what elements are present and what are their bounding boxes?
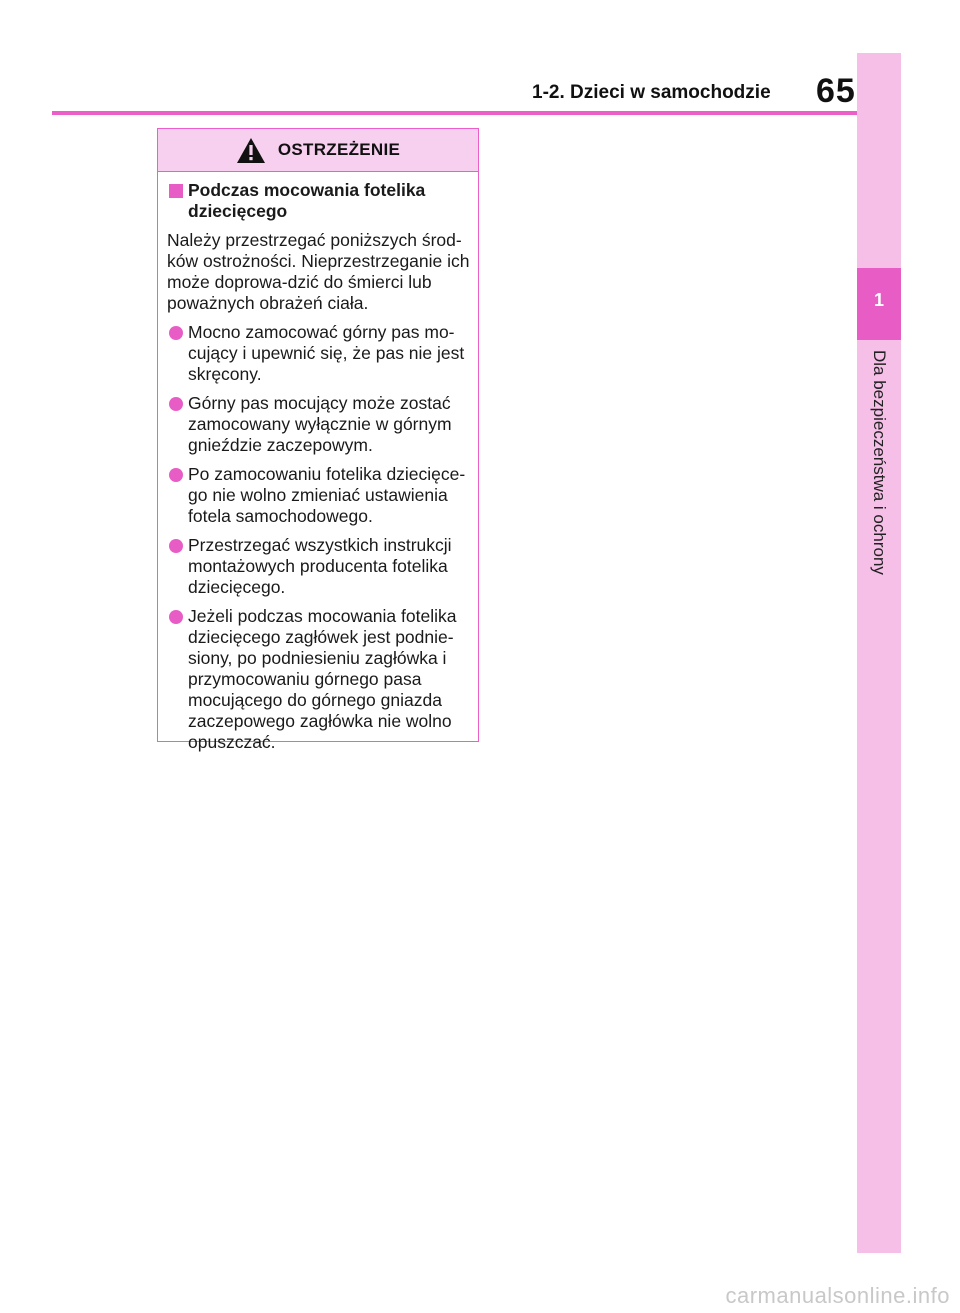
section-heading: [167, 180, 470, 222]
warning-header: [158, 129, 478, 172]
header-rule: [52, 111, 858, 115]
chapter-label: Dla bezpieczeństwa i ochrony: [870, 350, 889, 575]
list-item: [167, 535, 470, 598]
square-bullet-icon: [169, 184, 183, 198]
warning-intro: Należy przestrzegać poniższych środ-ków ostrożności. Nieprzestrzeganie ich może doprowa-dzić do śmierci lub poważnych obrażeń ciała.: [167, 230, 470, 313]
dot-bullet-icon: [169, 468, 183, 482]
list-item: [167, 606, 470, 753]
list-item-text: Jeżeli podczas mocowania fotelika dziecięcego zagłówek jest podnie-siony, po podniesieniu zagłówka i przymocowaniu górnego pasa mocującego do górnego gniazda zaczepowego zagłówka nie wolno opuszczać.: [188, 606, 457, 752]
list-item: [167, 393, 470, 456]
chapter-number: 1: [873, 290, 884, 310]
list-item: [167, 464, 470, 527]
warning-body: [158, 172, 478, 753]
warning-triangle-icon: [236, 137, 266, 164]
dot-bullet-icon: [169, 610, 183, 624]
warning-box: [157, 128, 479, 752]
page-number: 65: [816, 72, 856, 110]
warning-title: OSTRZEŻENIE: [277, 140, 401, 159]
list-item-text: Po zamocowaniu fotelika dziecięce-go nie wolno zmieniać ustawienia fotela samochodowego.: [188, 464, 466, 526]
list-item-text: Przestrzegać wszystkich instrukcji montażowych producenta fotelika dziecięcego.: [188, 535, 452, 597]
list-item-text: Górny pas mocujący może zostać zamocowany wyłącznie w górnym gnieździe zaczepowym.: [188, 393, 452, 455]
list-item: [167, 322, 470, 385]
dot-bullet-icon: [169, 397, 183, 411]
section-title: 1-2. Dzieci w samochodzie: [532, 82, 771, 103]
section-heading-text: Podczas mocowania fotelika dziecięcego: [188, 180, 426, 221]
chapter-side-tab: [857, 53, 901, 1253]
watermark: carmanualsonline.info: [725, 1283, 950, 1308]
dot-bullet-icon: [169, 539, 183, 553]
list-item-text: Mocno zamocować górny pas mo-cujący i upewnić się, że pas nie jest skręcony.: [188, 322, 465, 384]
dot-bullet-icon: [169, 326, 183, 340]
